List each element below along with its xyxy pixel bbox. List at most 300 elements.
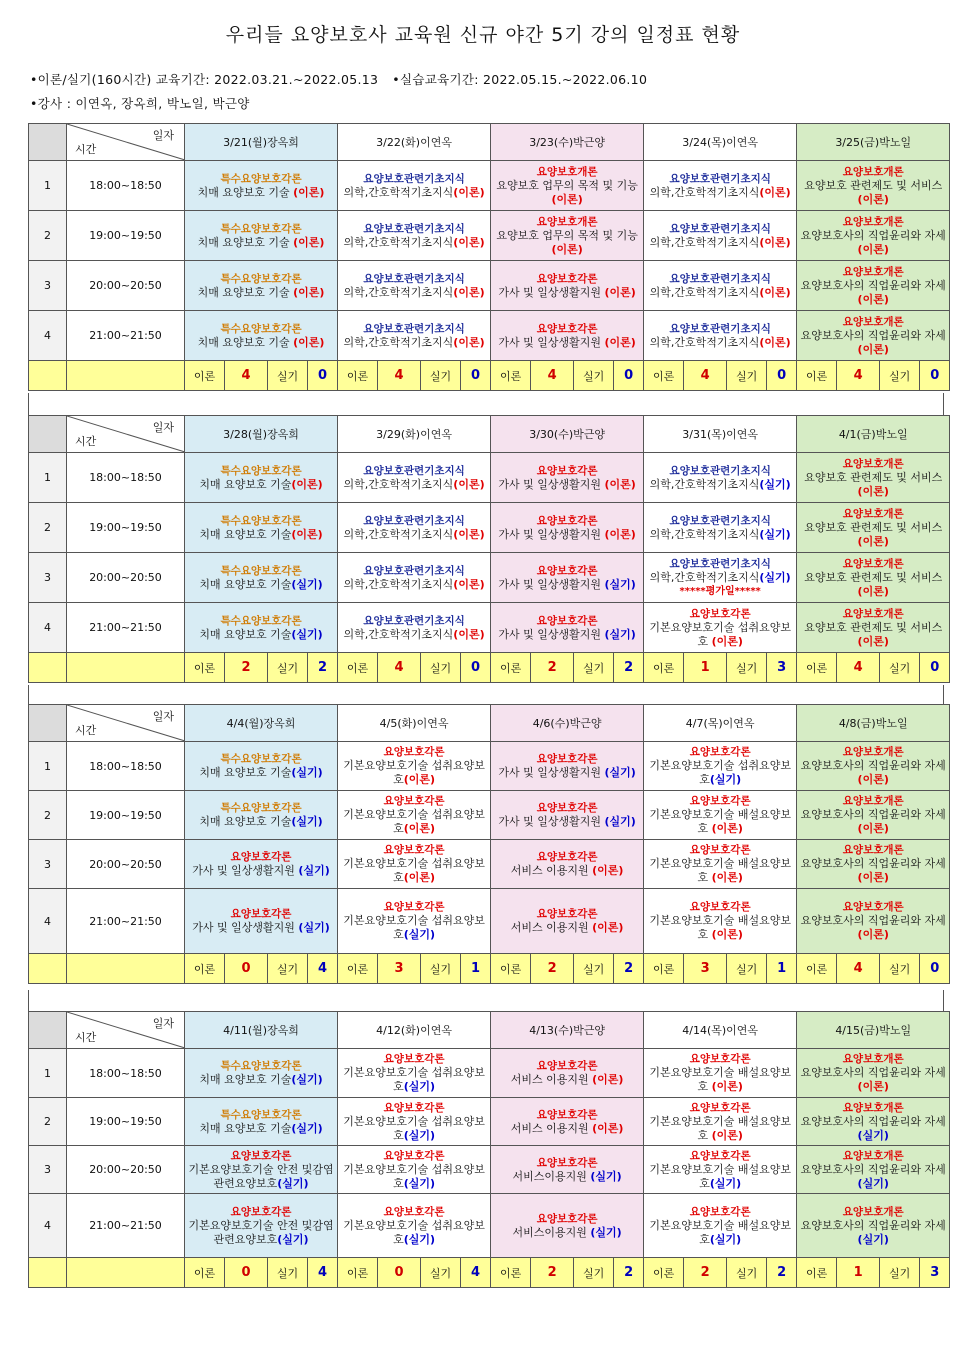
practice-label: 실기 [727,954,767,984]
row-number: 3 [29,1146,67,1194]
theory-mark: (이론) [857,342,889,356]
subject-label: 요양보호각론 [536,802,598,814]
date-label: 일자 [152,1017,174,1030]
lecture-cell [644,211,797,261]
theory-mark: (이론) [857,192,889,206]
lecture-cell [338,503,491,553]
theory-mark: (이론) [453,577,485,591]
lecture-cell [644,261,797,311]
time-cell: 18:00~18:50 [67,742,185,791]
practice-hours: 0 [920,361,950,391]
lecture-topic: 의학,간호학적기초지식 [649,527,760,541]
practice-label: 실기 [421,653,461,683]
time-slot-row [29,1098,950,1146]
table-separator [28,685,944,704]
practice-mark: (실기) [291,627,323,641]
lecture-cell [644,1098,797,1146]
subject-label: 특수요양보호각론 [220,464,302,477]
practice-mark: (실기) [604,577,636,591]
theory-mark: (이론) [857,484,889,498]
practice-mark: (실기) [709,1232,742,1246]
subject-label: 요양보호관련기초지식 [363,172,465,185]
theory-mark: (이론) [551,192,583,206]
summary-blank [29,653,67,683]
lecture-cell [797,503,950,553]
practice-hours: 0 [461,361,491,391]
lecture-cell [491,1146,644,1194]
time-cell: 18:00~18:50 [67,453,185,503]
lecture-cell [338,742,491,791]
subject-label: 요양보호각론 [689,1205,751,1218]
field-training-period: •실습교육기간: 2022.05.15.~2022.06.10 [392,72,648,87]
lecture-topic: 치매 요양보호 기술 [199,766,292,779]
theory-label: 이론 [797,361,837,391]
subject-label: 요양보호각론 [536,564,598,577]
lecture-topic: 기본요양보호기술 섭취요양보호 [343,1114,485,1142]
summary-blank [29,954,67,984]
row-number: 3 [29,553,67,603]
subject-label: 요양보호각론 [536,614,598,627]
lecture-cell [797,603,950,653]
practice-label: 실기 [574,954,614,984]
row-number: 4 [29,311,67,361]
lecture-cell [185,1098,338,1146]
lecture-cell [338,261,491,311]
theory-label: 이론 [644,1258,684,1288]
row-number: 4 [29,1194,67,1258]
lecture-cell [797,161,950,211]
practice-hours: 0 [920,653,950,683]
lecture-cell [185,161,338,211]
lecture-cell [644,311,797,361]
lecture-topic: 서비스 이용지원 [510,1073,593,1086]
summary-blank [29,361,67,391]
day-header: 4/11(월)장옥희 [185,1012,338,1049]
theory-mark: (이론) [453,477,485,491]
subject-label: 요양보호각론 [383,901,445,913]
subject-label: 요양보호각론 [689,795,751,807]
lecture-topic: 의학,간호학적기초지식 [343,527,454,541]
lecture-cell [185,1194,338,1258]
theory-label: 이론 [491,653,531,683]
lecture-topic: 요양보호사의 직업윤리와 자세 [800,808,946,821]
lecture-topic: 가사 및 일상생활지원 [192,864,299,877]
lecture-cell [644,553,797,603]
lecture-topic: 가사 및 일상생활지원 [498,335,605,349]
subject-label: 요양보호개론 [842,1149,904,1162]
lecture-topic: 기본요양보호기술 섭취요양보호 [649,759,791,786]
practice-label: 실기 [880,1258,920,1288]
row-number: 1 [29,1049,67,1098]
lecture-topic: 요양보호사의 직업윤리와 자세 [800,328,946,342]
lecture-topic: 의학,간호학적기초지식 [649,285,760,299]
day-header: 4/6(수)박근양 [491,705,644,742]
lecture-cell [797,791,950,840]
theory-hours: 4 [684,361,727,391]
practice-hours: 4 [308,1258,338,1288]
lecture-topic: 치매 요양보호 기술 [199,527,292,541]
lecture-topic: 요양보호사의 직업윤리와 자세 [800,1114,946,1128]
lecture-cell [797,453,950,503]
practice-label: 실기 [880,954,920,984]
subject-label: 요양보호각론 [536,1212,598,1225]
lecture-cell [644,161,797,211]
subject-label: 특수요양보호각론 [220,272,302,285]
lecture-topic: 기본요양보호기술 섭취요양보호 [343,759,485,786]
hours-summary-row [29,1258,950,1288]
row-number: 2 [29,211,67,261]
lecture-topic: 요양보호 관련제도 및 서비스 [804,178,943,192]
practice-mark: (실기) [857,1128,889,1142]
lecture-topic: 서비스이용지원 [512,1225,591,1239]
practice-mark: (실기) [604,815,636,828]
row-number: 4 [29,603,67,653]
subject-label: 요양보호관련기초지식 [669,514,771,527]
lecture-topic: 요양보호사의 직업윤리와 자세 [800,1162,946,1176]
theory-mark: (이론) [453,285,485,299]
time-slot-row [29,1146,950,1194]
lecture-topic: 기본요양보호기술 섭취요양보호 [649,620,791,648]
subject-label: 특수요양보호각론 [220,222,302,235]
subject-label: 요양보호개론 [842,607,904,620]
theory-mark: (이론) [711,1080,743,1093]
subject-label: 요양보호각론 [536,514,598,527]
subject-label: 요양보호각론 [689,1053,751,1065]
subject-label: 요양보호개론 [842,1205,904,1218]
subject-label: 요양보호개론 [842,315,904,328]
theory-mark: (이론) [759,185,791,199]
time-cell: 21:00~21:50 [67,603,185,653]
theory-label: 이론 [185,1258,225,1288]
theory-label: 이론 [491,1258,531,1288]
practice-hours: 2 [308,653,338,683]
theory-practice-period: •이론/실기(160시간) 교육기간: 2022.03.21.~2022.05.13 [30,72,379,87]
lecture-cell [338,889,491,954]
subject-label: 요양보호관련기초지식 [669,322,771,335]
time-cell: 19:00~19:50 [67,503,185,553]
subject-label: 요양보호개론 [842,1053,904,1065]
theory-hours: 2 [531,653,574,683]
lecture-topic: 요양보호사의 직업윤리와 자세 [800,759,946,772]
lecture-cell [797,261,950,311]
theory-hours: 1 [684,653,727,683]
theory-mark: (이론) [453,527,485,541]
subject-label: 요양보호관련기초지식 [363,222,465,235]
subject-label: 특수요양보호각론 [220,1060,302,1072]
practice-hours: 0 [308,361,338,391]
practice-hours: 0 [614,361,644,391]
lecture-cell [644,1194,797,1258]
lecture-cell [338,1194,491,1258]
subject-label: 요양보호각론 [536,272,598,285]
lecture-topic: 기본요양보호기술 섭취요양보호 [343,857,485,884]
day-header: 3/30(수)박근양 [491,416,644,453]
lecture-topic: 기본요양보호기술 배설요양보호 [649,914,791,941]
subject-label: 요양보호개론 [842,901,904,913]
subject-label: 특수요양보호각론 [220,802,302,814]
lecture-topic: 치매 요양보호 기술 [197,335,294,349]
evaluation-day-note: *****평가일***** [679,585,761,597]
time-slot-row [29,840,950,889]
lecture-cell [797,1049,950,1098]
theory-mark: (이론) [857,871,889,884]
time-cell: 21:00~21:50 [67,1194,185,1258]
theory-mark: (이론) [403,871,436,884]
lecture-topic: 가사 및 일상생활지원 [498,285,605,299]
theory-label: 이론 [338,653,378,683]
practice-mark: (실기) [759,570,791,584]
row-number: 4 [29,889,67,954]
theory-mark: (이론) [293,185,325,199]
practice-mark: (실기) [277,1176,309,1190]
theory-hours: 4 [531,361,574,391]
lecture-topic: 의학,간호학적기초지식 [343,627,454,641]
subject-label: 요양보호각론 [230,851,292,863]
lecture-cell [338,161,491,211]
lecture-topic: 요양보호사의 직업윤리와 자세 [800,914,946,927]
time-cell: 20:00~20:50 [67,840,185,889]
time-slot-row [29,453,950,503]
lecture-topic: 가사 및 일상생활지원 [498,527,605,541]
lecture-cell [338,553,491,603]
subject-label: 요양보호개론 [842,507,904,520]
subject-label: 요양보호각론 [383,746,445,758]
practice-hours: 4 [461,1258,491,1288]
lecture-topic: 치매 요양보호 기술 [199,577,292,591]
practice-label: 실기 [727,361,767,391]
subject-label: 요양보호각론 [230,1149,292,1162]
subject-label: 요양보호각론 [383,844,445,856]
practice-hours: 3 [920,1258,950,1288]
week-schedule-table [28,704,950,984]
lecture-topic: 서비스 이용지원 [510,864,593,877]
lecture-topic: 기본요양보호기술 섭취요양보호 [343,914,485,941]
row-number: 3 [29,840,67,889]
subject-label: 요양보호관련기초지식 [669,557,771,570]
subject-label: 요양보호각론 [383,1053,445,1065]
time-label: 시간 [75,1031,97,1044]
lecture-cell [338,840,491,889]
practice-mark: (실기) [403,1232,436,1246]
lecture-topic: 기본요양보호기술 섭취요양보호 [343,1218,485,1246]
practice-hours: 0 [920,954,950,984]
row-number: 2 [29,791,67,840]
day-header: 4/12(화)이연옥 [338,1012,491,1049]
practice-mark: (실기) [403,1080,436,1093]
theory-mark: (이론) [403,822,436,835]
subject-label: 요양보호개론 [842,1101,904,1114]
lecture-cell [185,603,338,653]
practice-mark: (실기) [291,577,323,591]
theory-hours: 0 [225,1258,268,1288]
lecture-cell [338,791,491,840]
lecture-cell [185,311,338,361]
lecture-cell [185,1146,338,1194]
lecture-cell [644,603,797,653]
time-cell: 18:00~18:50 [67,1049,185,1098]
lecture-topic: 가사 및 일상생활지원 [192,921,299,934]
lecture-cell [185,503,338,553]
practice-mark: (실기) [759,477,791,491]
lecture-topic: 요양보호 업무의 목적 및 기능 [496,228,638,242]
subject-label: 특수요양보호각론 [220,514,302,527]
practice-mark: (실기) [709,1176,742,1190]
subject-label: 특수요양보호각론 [220,564,302,577]
subject-label: 요양보호각론 [689,746,751,758]
practice-mark: (실기) [604,627,636,641]
subject-label: 요양보호각론 [689,844,751,856]
practice-hours: 1 [461,954,491,984]
lecture-cell [338,1049,491,1098]
subject-label: 요양보호각론 [383,795,445,807]
theory-label: 이론 [338,954,378,984]
theory-hours: 4 [837,954,880,984]
lecture-cell [644,1049,797,1098]
practice-mark: (실기) [291,1073,323,1086]
practice-mark: (실기) [291,815,323,828]
theory-hours: 2 [684,1258,727,1288]
lecture-cell [185,1049,338,1098]
practice-mark: (실기) [291,1121,323,1135]
summary-blank [67,361,185,391]
lecture-topic: 기본요양보호기술 배설요양보호 [649,1066,791,1093]
subject-label: 요양보호개론 [842,165,904,178]
theory-hours: 2 [225,653,268,683]
theory-mark: (이론) [604,285,636,299]
lecture-topic: 요양보호 업무의 목적 및 기능 [496,178,638,192]
subject-label: 특수요양보호각론 [220,322,302,335]
lecture-cell [797,311,950,361]
practice-label: 실기 [574,361,614,391]
summary-blank [67,954,185,984]
theory-mark: (이론) [592,921,624,934]
theory-hours: 0 [225,954,268,984]
header-corner [29,124,67,161]
day-header: 3/23(수)박근양 [491,124,644,161]
lecture-cell [338,1146,491,1194]
time-cell: 20:00~20:50 [67,261,185,311]
lecture-cell [491,1098,644,1146]
theory-mark: (이론) [759,285,791,299]
summary-blank [29,1258,67,1288]
subject-label: 요양보호관련기초지식 [363,272,465,285]
lecture-topic: 가사 및 일상생활지원 [498,815,605,828]
lecture-cell [185,453,338,503]
theory-hours: 4 [225,361,268,391]
education-period-info [30,70,647,88]
theory-mark: (이론) [592,1121,624,1135]
theory-hours: 1 [837,1258,880,1288]
theory-label: 이론 [491,361,531,391]
subject-label: 요양보호각론 [689,1149,751,1162]
practice-label: 실기 [421,1258,461,1288]
lecture-topic: 치매 요양보호 기술 [199,1121,292,1135]
lecture-cell [491,1049,644,1098]
time-slot-row [29,261,950,311]
subject-label: 요양보호관련기초지식 [669,222,771,235]
lecture-cell [491,603,644,653]
lecture-cell [491,1194,644,1258]
subject-label: 요양보호관련기초지식 [363,614,465,627]
lecture-topic: 기본요양보호기술 안전 및감염관련요양보호 [188,1218,334,1246]
summary-blank [67,1258,185,1288]
lecture-topic: 의학,간호학적기초지식 [649,477,760,491]
theory-mark: (이론) [857,242,889,256]
header-corner [29,416,67,453]
theory-mark: (이론) [293,235,325,249]
lecture-topic: 요양보호사의 직업윤리와 자세 [800,1218,946,1232]
theory-label: 이론 [644,954,684,984]
time-slot-row [29,1194,950,1258]
practice-mark: (실기) [403,1128,436,1142]
practice-hours: 3 [767,653,797,683]
lecture-cell [797,1194,950,1258]
header-corner [29,705,67,742]
week-schedule-table [28,415,950,683]
subject-label: 요양보호개론 [842,215,904,228]
practice-label: 실기 [421,361,461,391]
time-slot-row [29,161,950,211]
subject-label: 요양보호각론 [536,851,598,863]
lecture-topic: 치매 요양보호 기술 [199,815,292,828]
lecture-topic: 의학,간호학적기초지식 [649,335,760,349]
practice-hours: 2 [614,653,644,683]
subject-label: 요양보호각론 [383,1101,445,1114]
table-separator [28,393,944,415]
practice-label: 실기 [574,1258,614,1288]
time-label: 시간 [75,724,97,737]
lecture-topic: 치매 요양보호 기술 [197,235,294,249]
lecture-topic: 가사 및 일상생활지원 [498,627,605,641]
practice-mark: (실기) [709,773,742,786]
lecture-topic: 요양보호사의 직업윤리와 자세 [800,278,946,292]
lecture-cell [644,503,797,553]
theory-label: 이론 [797,1258,837,1288]
day-header: 4/13(수)박근양 [491,1012,644,1049]
subject-label: 특수요양보호각론 [220,614,302,627]
practice-mark: (실기) [759,527,791,541]
theory-mark: (이론) [453,185,485,199]
subject-label: 요양보호각론 [536,1156,598,1169]
time-cell: 21:00~21:50 [67,889,185,954]
time-slot-row [29,791,950,840]
table-separator [28,990,944,1011]
theory-mark: (이론) [711,634,743,648]
subject-label: 요양보호각론 [689,1101,751,1114]
day-header: 4/15(금)박노일 [797,1012,950,1049]
subject-label: 요양보호개론 [842,844,904,856]
practice-label: 실기 [727,653,767,683]
theory-mark: (이론) [857,634,889,648]
theory-mark: (이론) [403,773,436,786]
subject-label: 요양보호개론 [536,165,598,178]
lecture-topic: 치매 요양보호 기술 [199,627,292,641]
row-number: 1 [29,453,67,503]
time-slot-row [29,553,950,603]
lecture-topic: 요양보호사의 직업윤리와 자세 [800,228,946,242]
lecture-topic: 기본요양보호기술 배설요양보호 [649,1218,791,1246]
lecture-topic: 치매 요양보호 기술 [197,185,294,199]
theory-label: 이론 [491,954,531,984]
subject-label: 요양보호각론 [230,1205,292,1218]
subject-label: 요양보호각론 [689,607,751,620]
day-header: 4/1(금)박노일 [797,416,950,453]
theory-mark: (이론) [857,584,889,598]
lecture-cell [797,889,950,954]
time-slot-row [29,503,950,553]
date-label: 일자 [152,710,174,723]
practice-label: 실기 [727,1258,767,1288]
